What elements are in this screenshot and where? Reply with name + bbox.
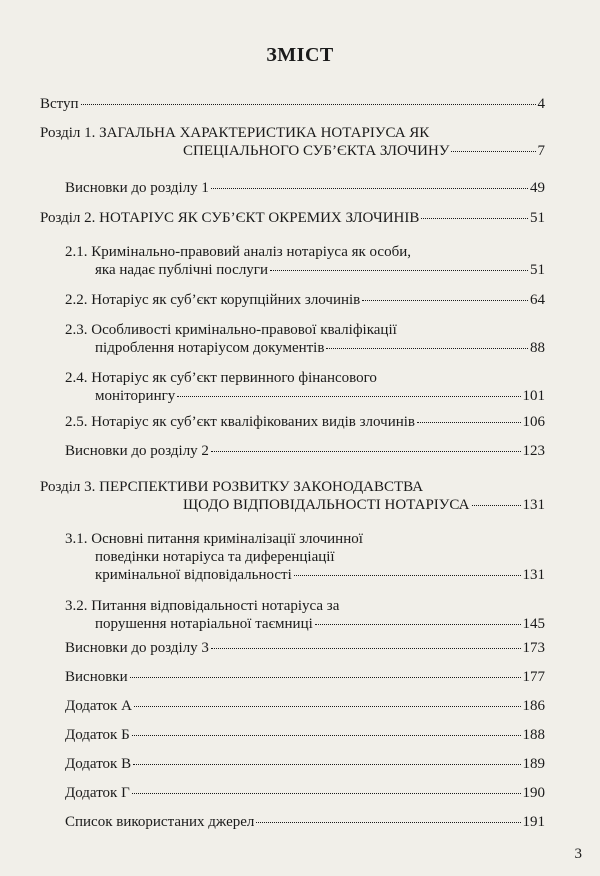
toc-entry-appendix-b xyxy=(65,726,545,744)
toc-entry-text: Додаток Б xyxy=(65,727,130,743)
toc-entry-text: Висновки до розділу 1 xyxy=(65,180,209,196)
toc-page-number: 131 xyxy=(522,497,545,513)
leader-dots xyxy=(417,420,520,423)
leader-dots xyxy=(472,503,521,506)
leader-dots xyxy=(421,216,528,219)
toc-page-number: 4 xyxy=(537,96,545,112)
toc-page-number: 186 xyxy=(522,698,545,714)
toc-entry-text: СПЕЦІАЛЬНОГО СУБ’ЄКТА ЗЛОЧИНУ xyxy=(183,143,450,159)
toc-entry-text: моніторингу xyxy=(95,388,176,404)
toc-page-number: 131 xyxy=(522,567,545,583)
toc-page-number: 189 xyxy=(522,756,545,772)
toc-entry-text: яка надає публічні послуги xyxy=(95,262,268,278)
toc-entry-text: Список використаних джерел xyxy=(65,814,255,830)
toc-entry-text: 2.5. Нотаріус як суб’єкт кваліфікованих видів злочинів xyxy=(65,414,416,430)
toc-page-number: 190 xyxy=(522,785,545,801)
toc-title: ЗМІСТ xyxy=(266,44,334,66)
toc-page-number: 51 xyxy=(530,262,545,278)
toc-entry-conclusions xyxy=(65,668,545,686)
toc-page-number: 64 xyxy=(530,292,545,308)
toc-entry-text: Висновки до розділу 3 xyxy=(65,640,209,656)
leader-dots xyxy=(133,762,520,765)
toc-entry-text: Розділ 3. ПЕРСПЕКТИВИ РОЗВИТКУ ЗАКОНОДАВСТВА xyxy=(40,479,424,495)
toc-entry-conclusions-1 xyxy=(65,179,545,197)
toc-entry-text: Додаток В xyxy=(65,756,132,772)
toc-entry-section-2-5 xyxy=(65,413,545,431)
toc-entry-text: поведінки нотаріуса та диференціації xyxy=(95,549,335,565)
leader-dots xyxy=(132,733,521,736)
toc-entry-text: 2.3. Особливості кримінально-правової кваліфікації xyxy=(65,322,397,338)
toc-entry-section-2-1 xyxy=(65,243,545,279)
toc-entry-section-3-2 xyxy=(65,597,545,633)
toc-entry-text: кримінальної відповідальності xyxy=(95,567,292,583)
leader-dots xyxy=(211,186,528,189)
toc-entry-text: підроблення нотаріусом документів xyxy=(95,340,325,356)
toc-entry-appendix-a xyxy=(65,697,545,715)
toc-entry-text: порушення нотаріальної таємниці xyxy=(95,616,313,632)
toc-page-number: 101 xyxy=(522,388,545,404)
toc-entry-text: Висновки до розділу 2 xyxy=(65,443,209,459)
toc-entry-section-2-4 xyxy=(65,369,545,405)
leader-dots xyxy=(270,268,528,271)
toc-entry-intro xyxy=(40,95,545,113)
leader-dots xyxy=(132,791,521,794)
toc-entry-text: 2.4. Нотаріус як суб’єкт первинного фінансового xyxy=(65,370,377,386)
toc-entry-text: 2.2. Нотаріус як суб’єкт корупційних злочинів xyxy=(65,292,361,308)
toc-entry-text: Розділ 2. НОТАРІУС ЯК СУБ’ЄКТ ОКРЕМИХ ЗЛОЧИНІВ xyxy=(40,210,420,226)
toc-entry-conclusions-3 xyxy=(65,639,545,657)
toc-page-number: 173 xyxy=(522,640,545,656)
toc-entry-text: Висновки xyxy=(65,669,128,685)
leader-dots xyxy=(451,149,535,152)
toc-page-number: 177 xyxy=(522,669,545,685)
leader-dots xyxy=(177,394,520,397)
leader-dots xyxy=(326,346,528,349)
toc-entry-section-2-3 xyxy=(65,321,545,357)
toc-entry-text: 2.1. Кримінально-правовий аналіз нотаріуса як особи, xyxy=(65,244,411,260)
leader-dots xyxy=(211,449,521,452)
toc-entry-text: Вступ xyxy=(40,96,79,112)
page-number: 3 xyxy=(574,846,582,862)
leader-dots xyxy=(211,646,521,649)
toc-entry-text: 3.1. Основні питання криміналізації злочинної xyxy=(65,531,363,547)
toc-page-number: 191 xyxy=(522,814,545,830)
leader-dots xyxy=(256,820,520,823)
toc-entry-text: ЩОДО ВІДПОВІДАЛЬНОСТІ НОТАРІУСА xyxy=(183,497,470,513)
toc-entry-conclusions-2 xyxy=(65,442,545,460)
leader-dots xyxy=(130,675,521,678)
toc-page-number: 88 xyxy=(530,340,545,356)
toc-entry-text: Додаток Г xyxy=(65,785,130,801)
toc-page-number: 49 xyxy=(530,180,545,196)
toc-entry-chapter-1 xyxy=(40,124,545,160)
toc-page-number: 145 xyxy=(522,616,545,632)
toc-entry-references xyxy=(65,813,545,831)
toc-page-number: 123 xyxy=(522,443,545,459)
leader-dots xyxy=(315,622,521,625)
toc-entry-text: Розділ 1. ЗАГАЛЬНА ХАРАКТЕРИСТИКА НОТАРІУСА ЯК xyxy=(40,125,430,141)
leader-dots xyxy=(134,704,521,707)
toc-entry-chapter-2 xyxy=(40,209,545,227)
toc-page-number: 106 xyxy=(522,414,545,430)
toc-entry-appendix-v xyxy=(65,755,545,773)
toc-entry-text: Додаток А xyxy=(65,698,132,714)
toc-entry-text: 3.2. Питання відповідальності нотаріуса за xyxy=(65,598,340,614)
toc-entry-appendix-g xyxy=(65,784,545,802)
leader-dots xyxy=(362,298,528,301)
leader-dots xyxy=(294,573,521,576)
toc-page-number: 51 xyxy=(530,210,545,226)
toc-page-number: 188 xyxy=(522,727,545,743)
leader-dots xyxy=(81,102,536,105)
toc-page-number: 7 xyxy=(537,143,545,159)
toc-entry-chapter-3 xyxy=(40,478,545,514)
toc-entry-section-2-2 xyxy=(65,291,545,309)
toc-entry-section-3-1 xyxy=(65,530,545,584)
